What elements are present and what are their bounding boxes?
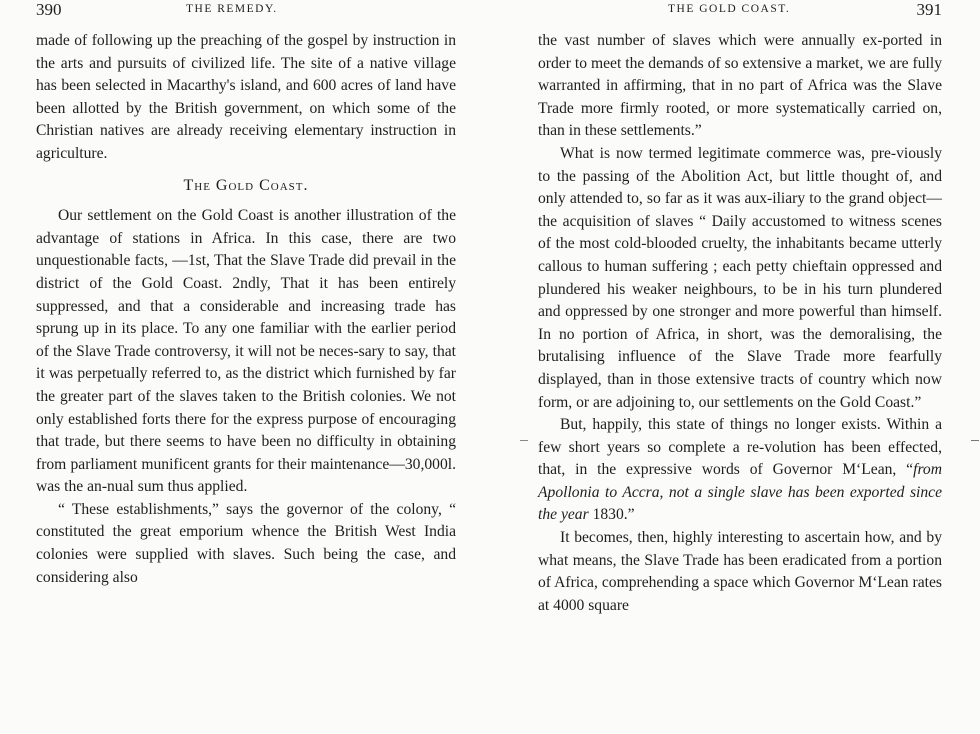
left-page bbox=[36, 0, 456, 589]
running-title: THE REMEDY. bbox=[186, 3, 278, 15]
left-page-text bbox=[36, 30, 456, 589]
paragraph: What is now termed legitimate commerce was, pre-viously to the passing of the Abolition Act, but little thought of, and only attended to, so far as it was aux-iliary to the grand object—the acquisition of slaves “ Daily accustomed to witness scenes of the most cold-blooded cruelty, the inhabitants became utterly callous to human suffering ; each petty chieftain oppressed and plundered his weaker neighbours, to be in his turn plundered and oppressed by one stronger and more powerful than himself. In no portion of Africa, in short, was the demoralising, the brutalising influence of the Slave Trade more fearfully displayed, than in those extensive tracts of country which now form, or are adjoining to, our settlements on the Gold Coast.” bbox=[538, 144, 942, 411]
right-running-head bbox=[538, 0, 942, 30]
section-heading: The Gold Coast. bbox=[183, 176, 309, 194]
italic-quotation: from Apollonia to Accra, not a single slave has been exported since the year bbox=[538, 461, 942, 524]
paragraph: “ These establishments,” says the governor of the colony, “ constituted the great emporium whence the British West India colonies were supplied with slaves. Such being the case, and considering also bbox=[36, 500, 456, 586]
paragraph bbox=[538, 414, 942, 527]
left-running-head bbox=[36, 0, 456, 30]
running-title: THE GOLD COAST. bbox=[668, 3, 791, 15]
page-number: 390 bbox=[36, 0, 62, 19]
page-number: 391 bbox=[916, 0, 942, 19]
right-page-text bbox=[538, 30, 942, 617]
paragraph: It becomes, then, highly interesting to ascertain how, and by what means, the Slave Trade has been eradicated from a portion of Africa, comprehending a space which Governor M‘Lean rates at 4000 square bbox=[538, 529, 942, 614]
edge-mark bbox=[971, 440, 979, 441]
paragraph-text: But, happily, this state of things no longer exists. Within a few short years so complete a re-volution has been effected, that, in the expressive words of Governor M‘Lean, “ bbox=[538, 416, 942, 479]
paragraph: the vast number of slaves which were annually ex-ported in order to meet the demands of so extensive a market, we are fully warranted in affirming, that in no part of Africa was the Slave Trade more firmly rooted, or more systematically carried on, than in these settlements.” bbox=[538, 32, 942, 140]
right-page bbox=[538, 0, 942, 617]
gutter-mark bbox=[520, 440, 528, 441]
paragraph: made of following up the preaching of the gospel by instruction in the arts and pursuits of civilized life. The site of a native village has been selected in Macarthy's island, and 600 acres of land have been allotted by the British government, on which some of the Christian natives are already receiving elementary instruction in agriculture. bbox=[36, 32, 456, 162]
paragraph: Our settlement on the Gold Coast is another illustration of the advantage of stations in Africa. In this case, there are two unquestionable facts, —1st, That the Slave Trade did prevail in the district of the Gold Coast. 2ndly, That it has been entirely suppressed, and that a considerable and increasing trade has sprung up in its place. To any one familiar with the earlier period of the Slave Trade controversy, it will not be neces-sary to say, that it was perpetually referred to, as the district which furnished by far the greater part of the slaves taken to the British colonies. We not only established forts there for the express purpose of encouraging that trade, but there seems to have been no difficulty in obtaining from parliament munificent grants for their maintenance—30,000l. was the an-nual sum thus applied. bbox=[36, 207, 456, 496]
paragraph-text: 1830.” bbox=[588, 506, 635, 524]
